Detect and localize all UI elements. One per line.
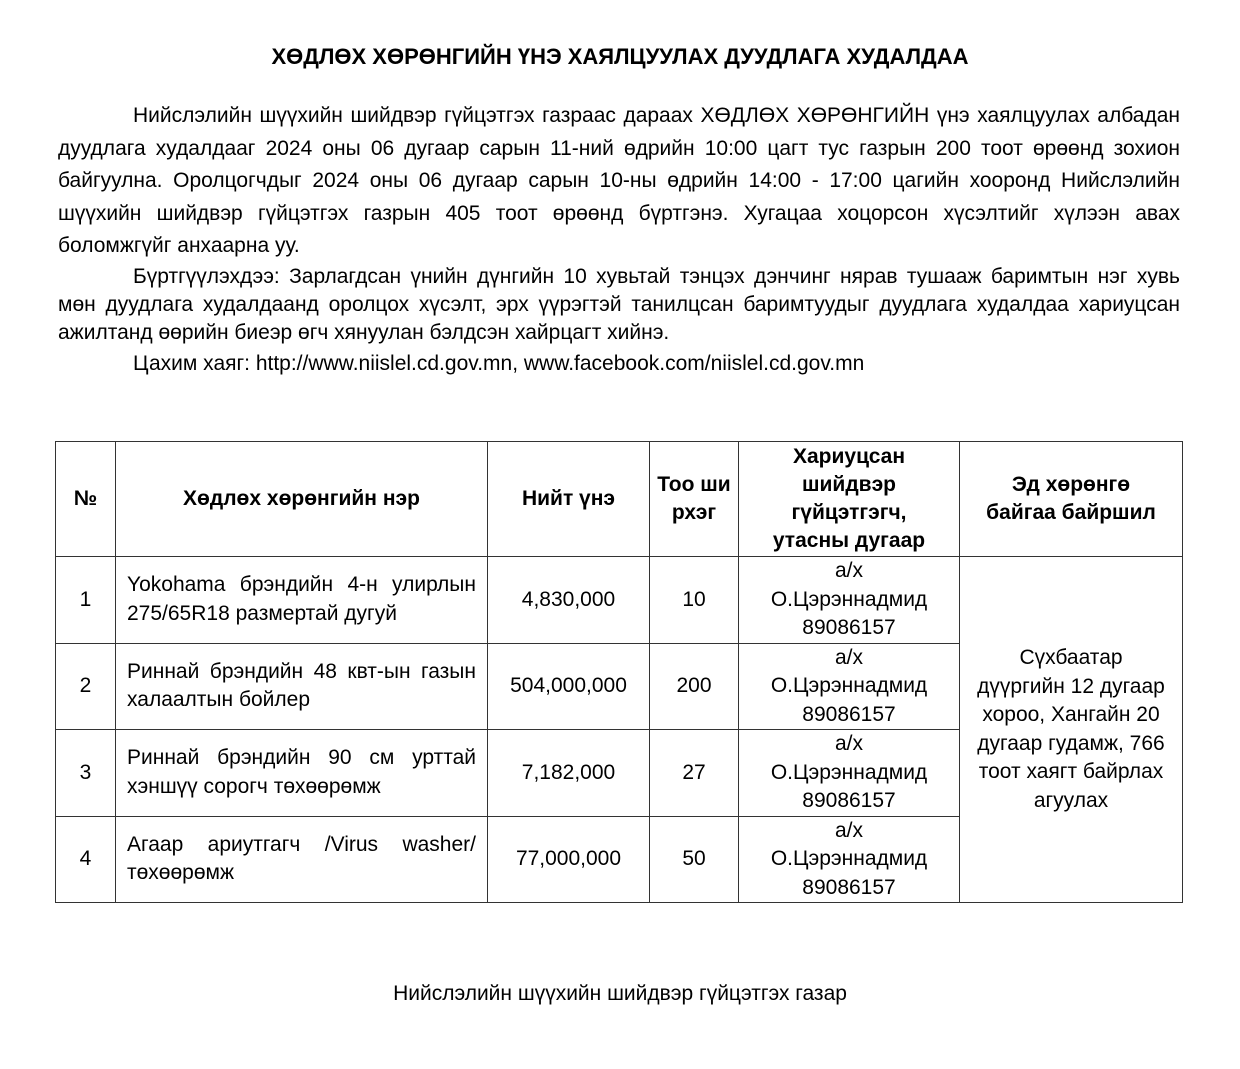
row-number: 4 — [56, 816, 116, 903]
asset-name: Риннай брэндийн 90 см урттай хэншүү сорогч төхөөрөмж — [116, 730, 488, 817]
asset-table — [55, 441, 1183, 903]
header-responsible-officer: Хариуцсан шийдвэр гүйцэтгэгч, утасны дугаар — [739, 442, 960, 557]
announcement-body — [58, 100, 1180, 379]
responsible-contact: а/х О.Цэрэннадмид 89086157 — [739, 816, 960, 903]
asset-name: Yokohama брэндийн 4-н улирлын 275/65R18 размертай дугуй — [116, 557, 488, 644]
asset-price: 7,182,000 — [488, 730, 650, 817]
paragraph-web-address: Цахим хаяг: http://www.niislel.cd.gov.mn, www.facebook.com/niislel.cd.gov.mn — [133, 351, 865, 375]
header-quantity-label: Тоо ширхэг — [657, 473, 731, 524]
row-number: 3 — [56, 730, 116, 817]
asset-quantity: 27 — [650, 730, 739, 817]
asset-name: Риннай брэндийн 48 квт-ын газын халаалтын бойлер — [116, 643, 488, 730]
asset-quantity: 10 — [650, 557, 739, 644]
header-total-price: Нийт үнэ — [488, 442, 650, 557]
asset-price: 4,830,000 — [488, 557, 650, 644]
asset-quantity: 50 — [650, 816, 739, 903]
responsible-contact: а/х О.Цэрэннадмид 89086157 — [739, 643, 960, 730]
asset-name: Агаар ариутгагч /Virus washer/ төхөөрөмж — [116, 816, 488, 903]
header-asset-name: Хөдлөх хөрөнгийн нэр — [116, 442, 488, 557]
document-title: ХӨДЛӨХ ХӨРӨНГИЙН ҮНЭ ХАЯЛЦУУЛАХ ДУУДЛАГА ХУДАЛДАА — [271, 44, 969, 69]
responsible-contact: а/х О.Цэрэннадмид 89086157 — [739, 557, 960, 644]
row-number: 2 — [56, 643, 116, 730]
paragraph-auction-info: Нийслэлийн шүүхийн шийдвэр гүйцэтгэх газраас дараах ХӨДЛӨХ ХӨРӨНГИЙН үнэ хаялцуулах албадан дуудлага худалдааг 2024 оны 06 дугаар сарын 11-ний өдрийн 10:00 цагт тус газрын 200 тоот өрөөнд зохион байгуулна. Оролцогчдыг 2024 оны 06 дугаар сарын 10-ны өдрийн 14:00 - 17:00 цагийн хооронд Нийслэлийн шүүхийн шийдвэр гүйцэтгэх газрын 405 тоот өрөөнд бүртгэнэ. Хугацаа хоцорсон хүсэлтийг хүлээн авах боломжгүйг анхаарна уу. — [58, 104, 1180, 257]
asset-price: 77,000,000 — [488, 816, 650, 903]
footer-organization: Нийслэлийн шүүхийн шийдвэр гүйцэтгэх газар — [393, 982, 847, 1005]
header-number: № — [56, 442, 116, 557]
header-asset-location: Эд хөрөнгө байгаа байршил — [960, 442, 1183, 557]
asset-location: Сүхбаатар дүүргийн 12 дугаар хороо, Хангайн 20 дугаар гудамж, 766 тоот хаягт байрлах агуулах — [960, 557, 1183, 903]
table-header-row — [56, 442, 1183, 557]
row-number: 1 — [56, 557, 116, 644]
paragraph-registration: Бүртгүүлэхдээ: Зарлагдсан үнийн дүнгийн 10 хувьтай тэнцэх дэнчинг нярав тушааж баримтын нэг хувь мөн дуудлага худалдаанд оролцох хүсэлт, эрх үүрэгтэй танилцсан баримтуудыг дуудлага худалдаа хариуцсан ажилтанд өөрийн биеэр өгч хянуулан бэлдсэн хайрцагт хийнэ. — [58, 264, 1180, 344]
header-quantity — [650, 442, 739, 557]
asset-price: 504,000,000 — [488, 643, 650, 730]
table-row — [56, 557, 1183, 644]
responsible-contact: а/х О.Цэрэннадмид 89086157 — [739, 730, 960, 817]
asset-quantity: 200 — [650, 643, 739, 730]
